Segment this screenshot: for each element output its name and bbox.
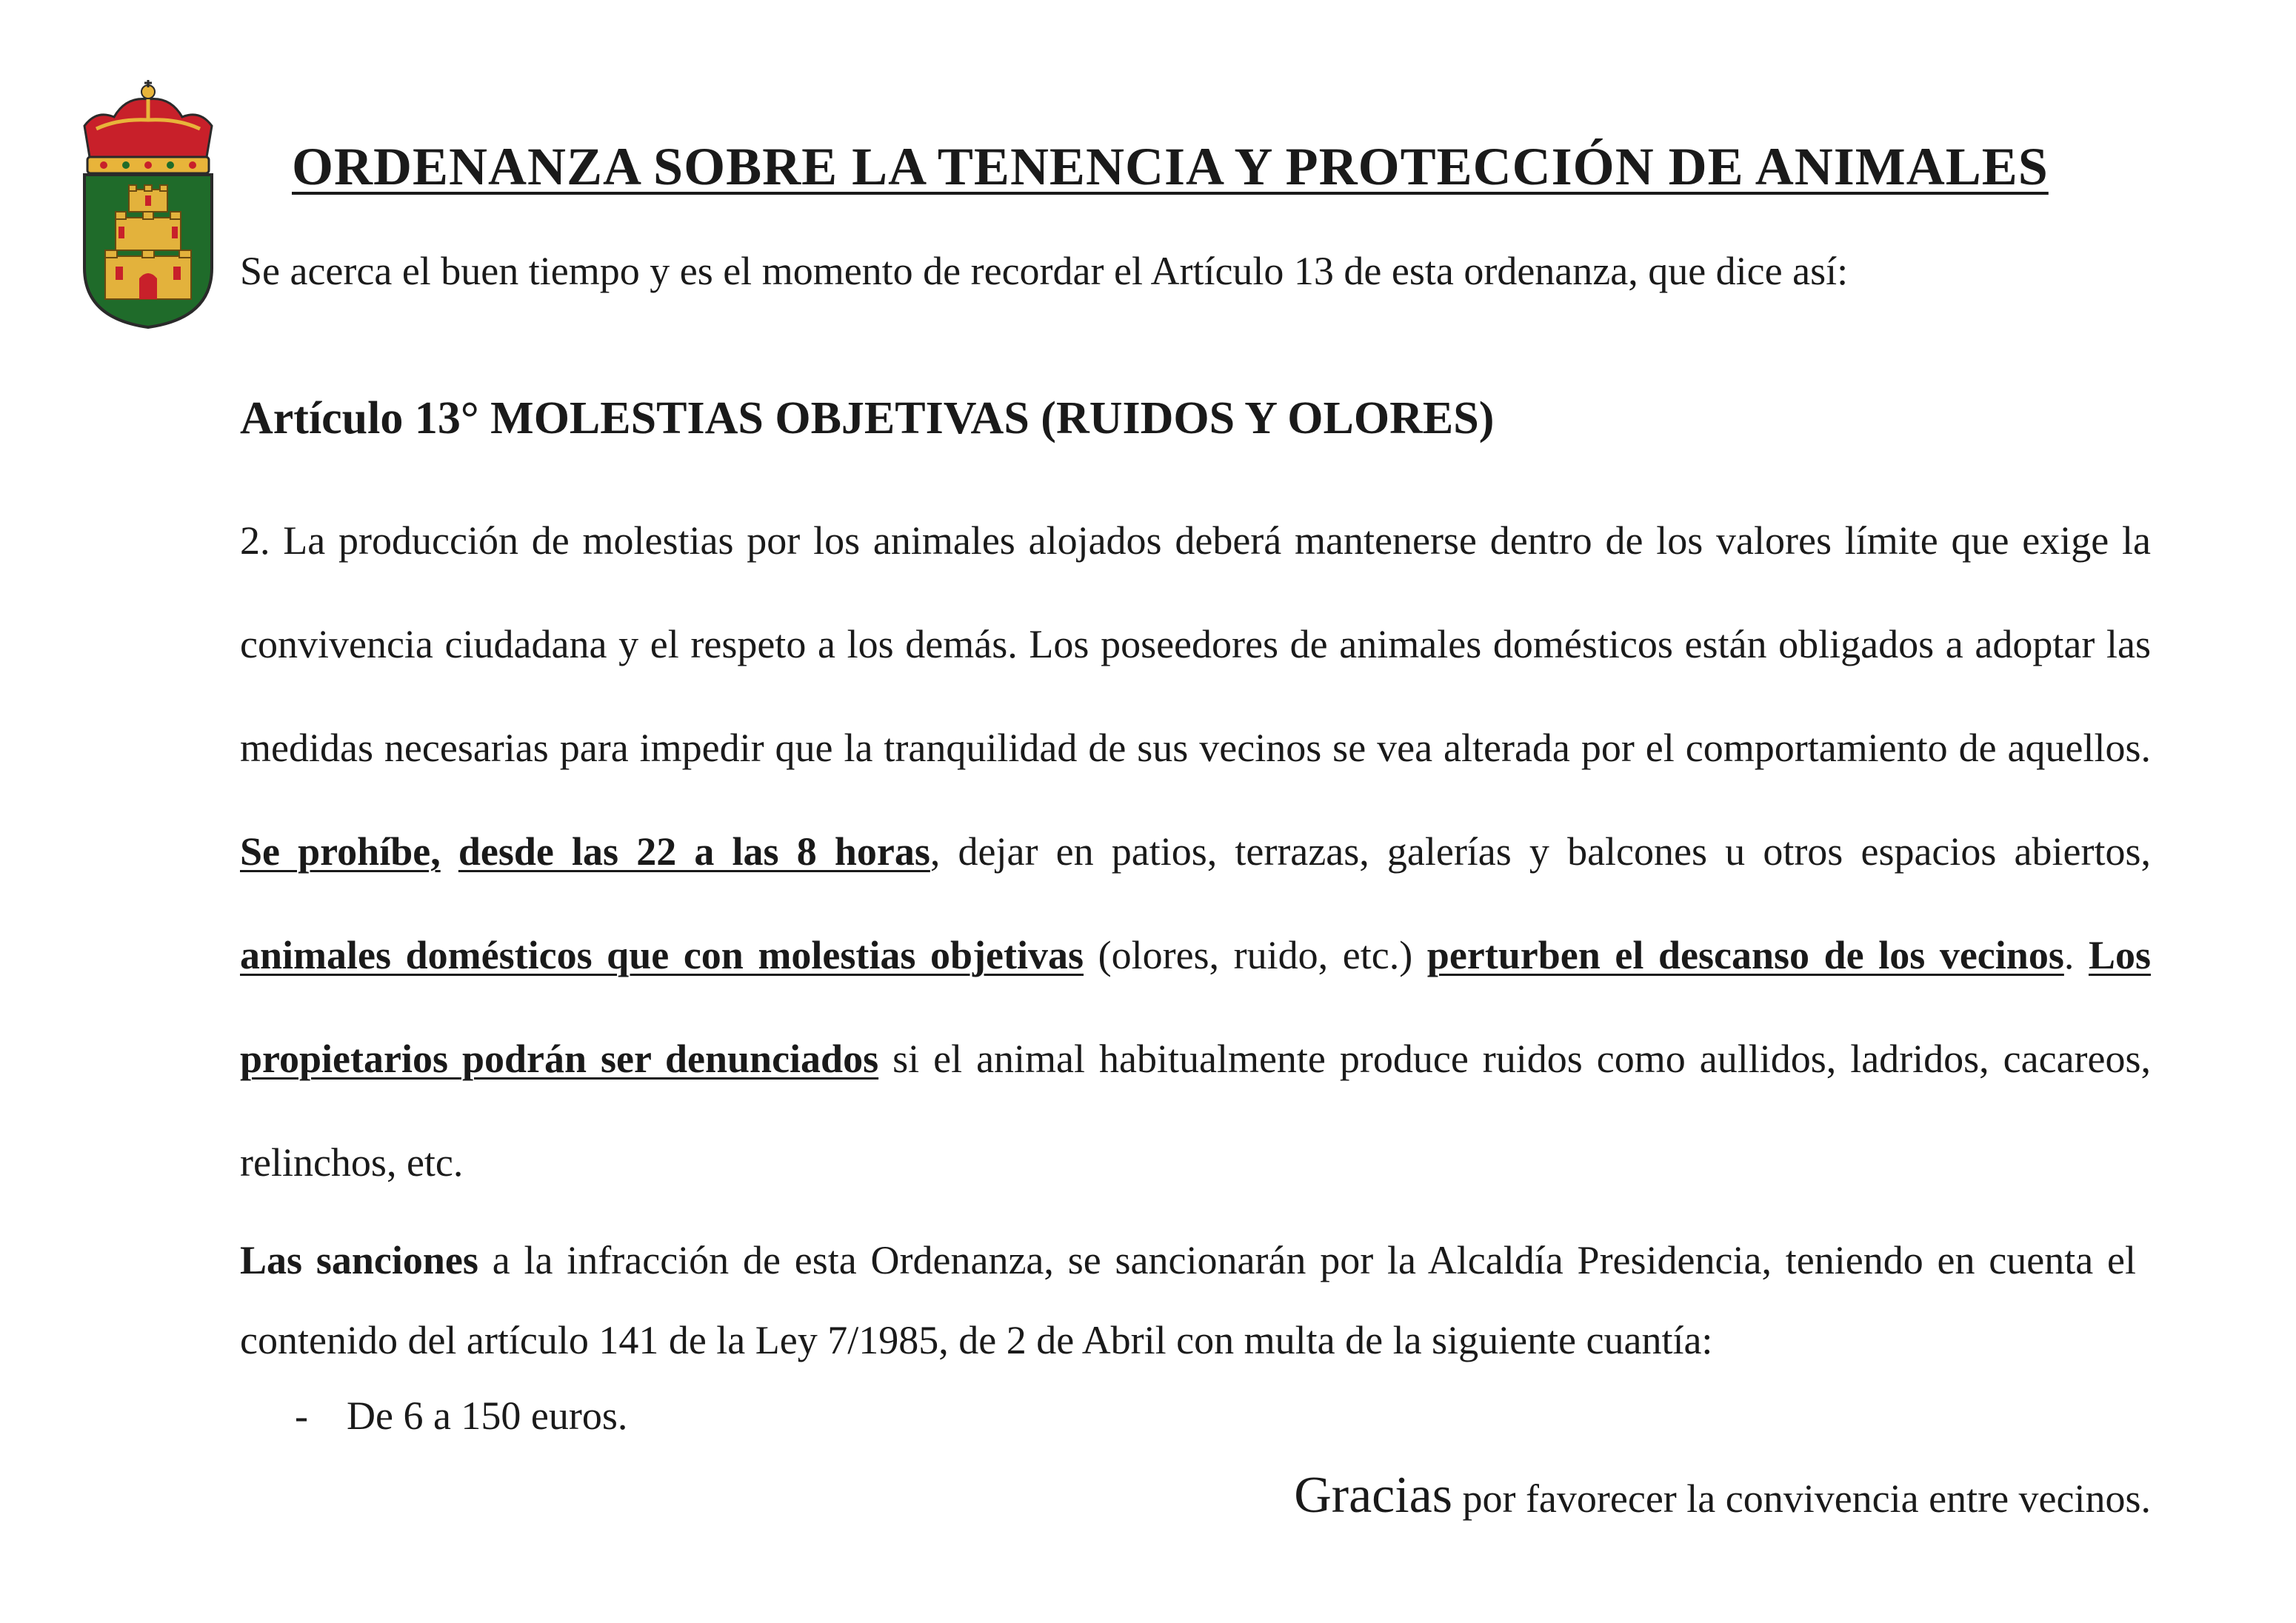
sanctions-lead: Las sanciones [240, 1238, 478, 1282]
document-title: ORDENANZA SOBRE LA TENENCIA Y PROTECCIÓN DE ANIMALES [292, 137, 2049, 196]
article-text: (olores, ruido, etc.) [1098, 933, 1413, 977]
article-text: . [2063, 933, 2075, 977]
article-heading: Artículo 13° MOLESTIAS OBJETIVAS (RUIDOS Y OLORES) [240, 393, 1495, 444]
article-body [240, 489, 2151, 1214]
fine-list [295, 1392, 627, 1440]
emphasis-prohibition: Se prohíbe, [240, 829, 441, 874]
closing-line [1294, 1465, 2151, 1527]
fine-amount: De 6 a 150 euros. [347, 1393, 628, 1438]
list-item [295, 1392, 627, 1440]
article-text: 2. La producción de molestias por los animales alojados deberá mantenerse dentro de los valores límite que exige la convivencia ciudadana y el respeto a los demás. Los poseedores de animales domésticos están obligados a adoptar las medidas necesarias para impedir que la tranquilidad de sus vecinos se vea alterada por el comportamiento de aquellos. [240, 518, 2151, 770]
sanctions-paragraph [240, 1220, 2136, 1380]
closing-text: por favorecer la convivencia entre vecinos. [1462, 1476, 2151, 1521]
article-text: , dejar en patios, terrazas, galerías y balcones u otros espacios abiertos, [930, 829, 2151, 874]
emphasis-owners: Los propietarios podrán ser denunciados [240, 933, 2151, 1081]
closing-thanks: Gracias [1294, 1467, 1452, 1524]
emphasis-animals: animales domésticos que con molestias objetivas [240, 933, 1084, 977]
emphasis-hours: desde las 22 a las 8 horas [458, 829, 930, 874]
crown-icon [84, 80, 212, 173]
intro-text: Se acerca el buen tiempo y es el momento de recordar el Artículo 13 de esta ordenanza, que dice así: [240, 249, 1849, 293]
coat-of-arms-icon [74, 74, 222, 333]
list-dash: - [295, 1393, 308, 1438]
emphasis-disturb: perturben el descanso de los vecinos [1426, 933, 2064, 977]
sanctions-text: a la infracción de esta Ordenanza, se sancionarán por la Alcaldía Presidencia, teniendo en cuenta el contenido del artículo 141 de la Ley 7/1985, de 2 de Abril con multa de la siguiente cuantía: [240, 1238, 2137, 1362]
article-text: si el animal habitualmente produce ruidos como aullidos, ladridos, cacareos, relinchos, etc. [240, 1037, 2151, 1185]
